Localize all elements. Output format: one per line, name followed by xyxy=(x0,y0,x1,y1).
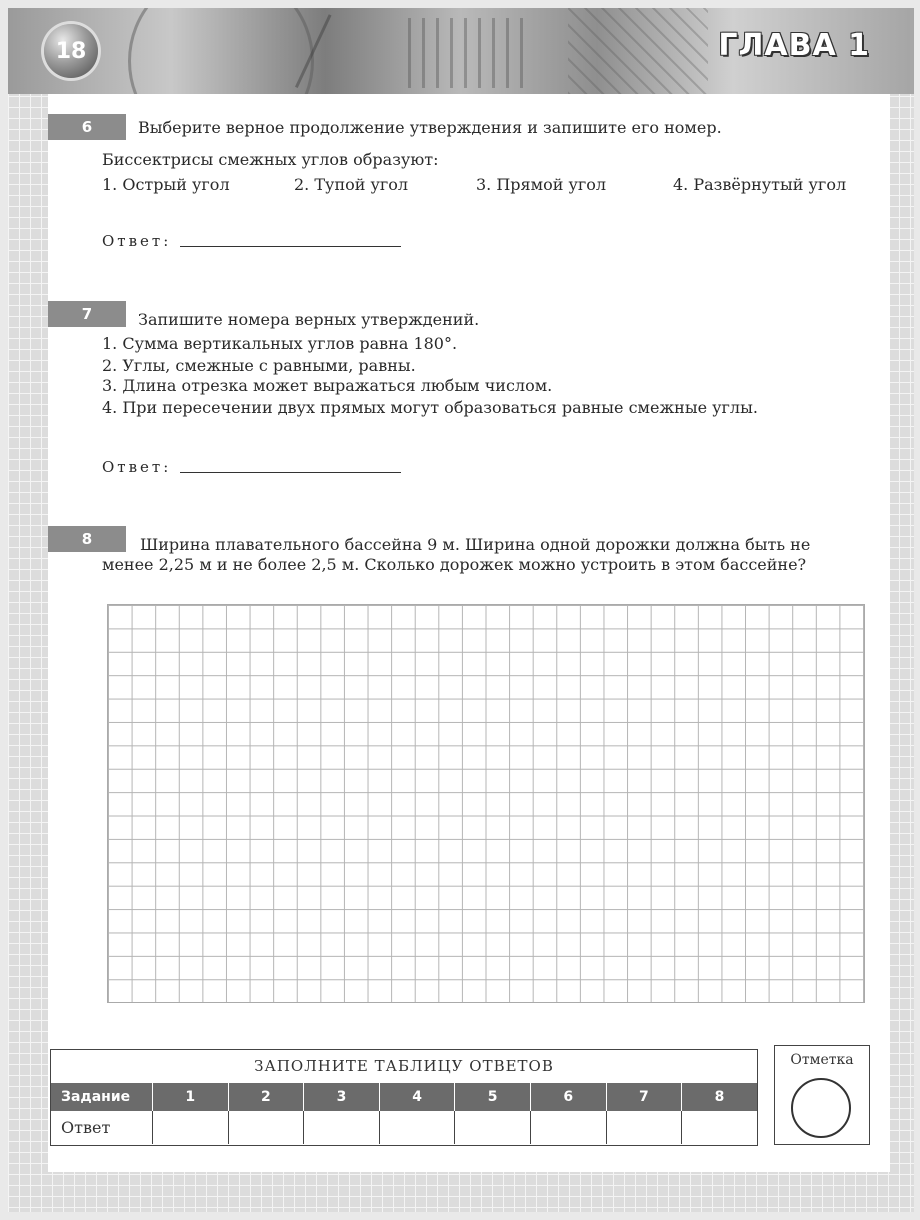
column-header: 7 xyxy=(606,1083,682,1111)
task-6-prompt: Выберите верное продолжение утверждения и запишите его номер. xyxy=(138,118,722,137)
column-header: 5 xyxy=(454,1083,530,1111)
task-6-answer-field[interactable] xyxy=(180,246,401,247)
task-6-option-4: 4. Развёрнутый угол xyxy=(673,175,847,194)
column-header: 4 xyxy=(379,1083,455,1111)
answer-cell-8[interactable] xyxy=(681,1111,757,1144)
answer-cell-6[interactable] xyxy=(530,1111,606,1144)
task-7-badge: 7 xyxy=(48,301,126,327)
task-8-line-1: Ширина плавательного бассейна 9 м. Ширина одной дорожки должна быть не xyxy=(140,535,811,554)
answer-cell-4[interactable] xyxy=(379,1111,455,1144)
task-7-prompt: Запишите номера верных утверждений. xyxy=(138,310,480,329)
task-7-answer-field[interactable] xyxy=(180,472,401,473)
task-6-option-2: 2. Тупой угол xyxy=(294,175,409,194)
chapter-title: ГЛАВА 1 xyxy=(718,28,870,63)
answer-cell-3[interactable] xyxy=(303,1111,379,1144)
task-6-statement: Биссектрисы смежных углов образуют: xyxy=(102,150,439,169)
task-6-option-3: 3. Прямой угол xyxy=(476,175,607,194)
work-grid[interactable] xyxy=(107,604,865,1003)
column-header: 3 xyxy=(303,1083,379,1111)
answer-cell-7[interactable] xyxy=(606,1111,682,1144)
task-6-option-1: 1. Острый угол xyxy=(102,175,230,194)
grade-label: Отметка xyxy=(790,1052,854,1068)
answer-cell-5[interactable] xyxy=(454,1111,530,1144)
page-number: 18 xyxy=(44,24,98,78)
column-header: 1 xyxy=(152,1083,228,1111)
task-header-cell: Задание xyxy=(61,1089,131,1105)
task-6-answer-label: Ответ: xyxy=(102,232,172,250)
task-7-answer-label: Ответ: xyxy=(102,458,172,476)
task-8-badge: 8 xyxy=(48,526,126,552)
column-header: 2 xyxy=(228,1083,304,1111)
answer-cell-1[interactable] xyxy=(152,1111,228,1144)
task-7-item-3: 3. Длина отрезка может выражаться любым числом. xyxy=(102,376,553,395)
answer-header-cell: Ответ xyxy=(61,1118,111,1137)
answers-table xyxy=(50,1049,758,1146)
task-8-line-2: менее 2,25 м и не более 2,5 м. Сколько дорожек можно устроить в этом бассейне? xyxy=(102,555,807,574)
task-7-item-2: 2. Углы, смежные с равными, равны. xyxy=(102,356,416,375)
grade-circle[interactable] xyxy=(791,1078,851,1138)
column-header: 8 xyxy=(681,1083,757,1111)
answer-cell-2[interactable] xyxy=(228,1111,304,1144)
task-6-badge: 6 xyxy=(48,114,126,140)
grade-box xyxy=(774,1045,870,1145)
answers-table-title: ЗАПОЛНИТЕ ТАБЛИЦУ ОТВЕТОВ xyxy=(254,1057,554,1075)
answers-table-answer-row xyxy=(51,1111,757,1144)
answers-table-header-row xyxy=(51,1083,757,1111)
task-7-item-1: 1. Сумма вертикальных углов равна 180°. xyxy=(102,334,458,353)
column-header: 6 xyxy=(530,1083,606,1111)
task-7-item-4: 4. При пересечении двух прямых могут образоваться равные смежные углы. xyxy=(102,398,758,417)
